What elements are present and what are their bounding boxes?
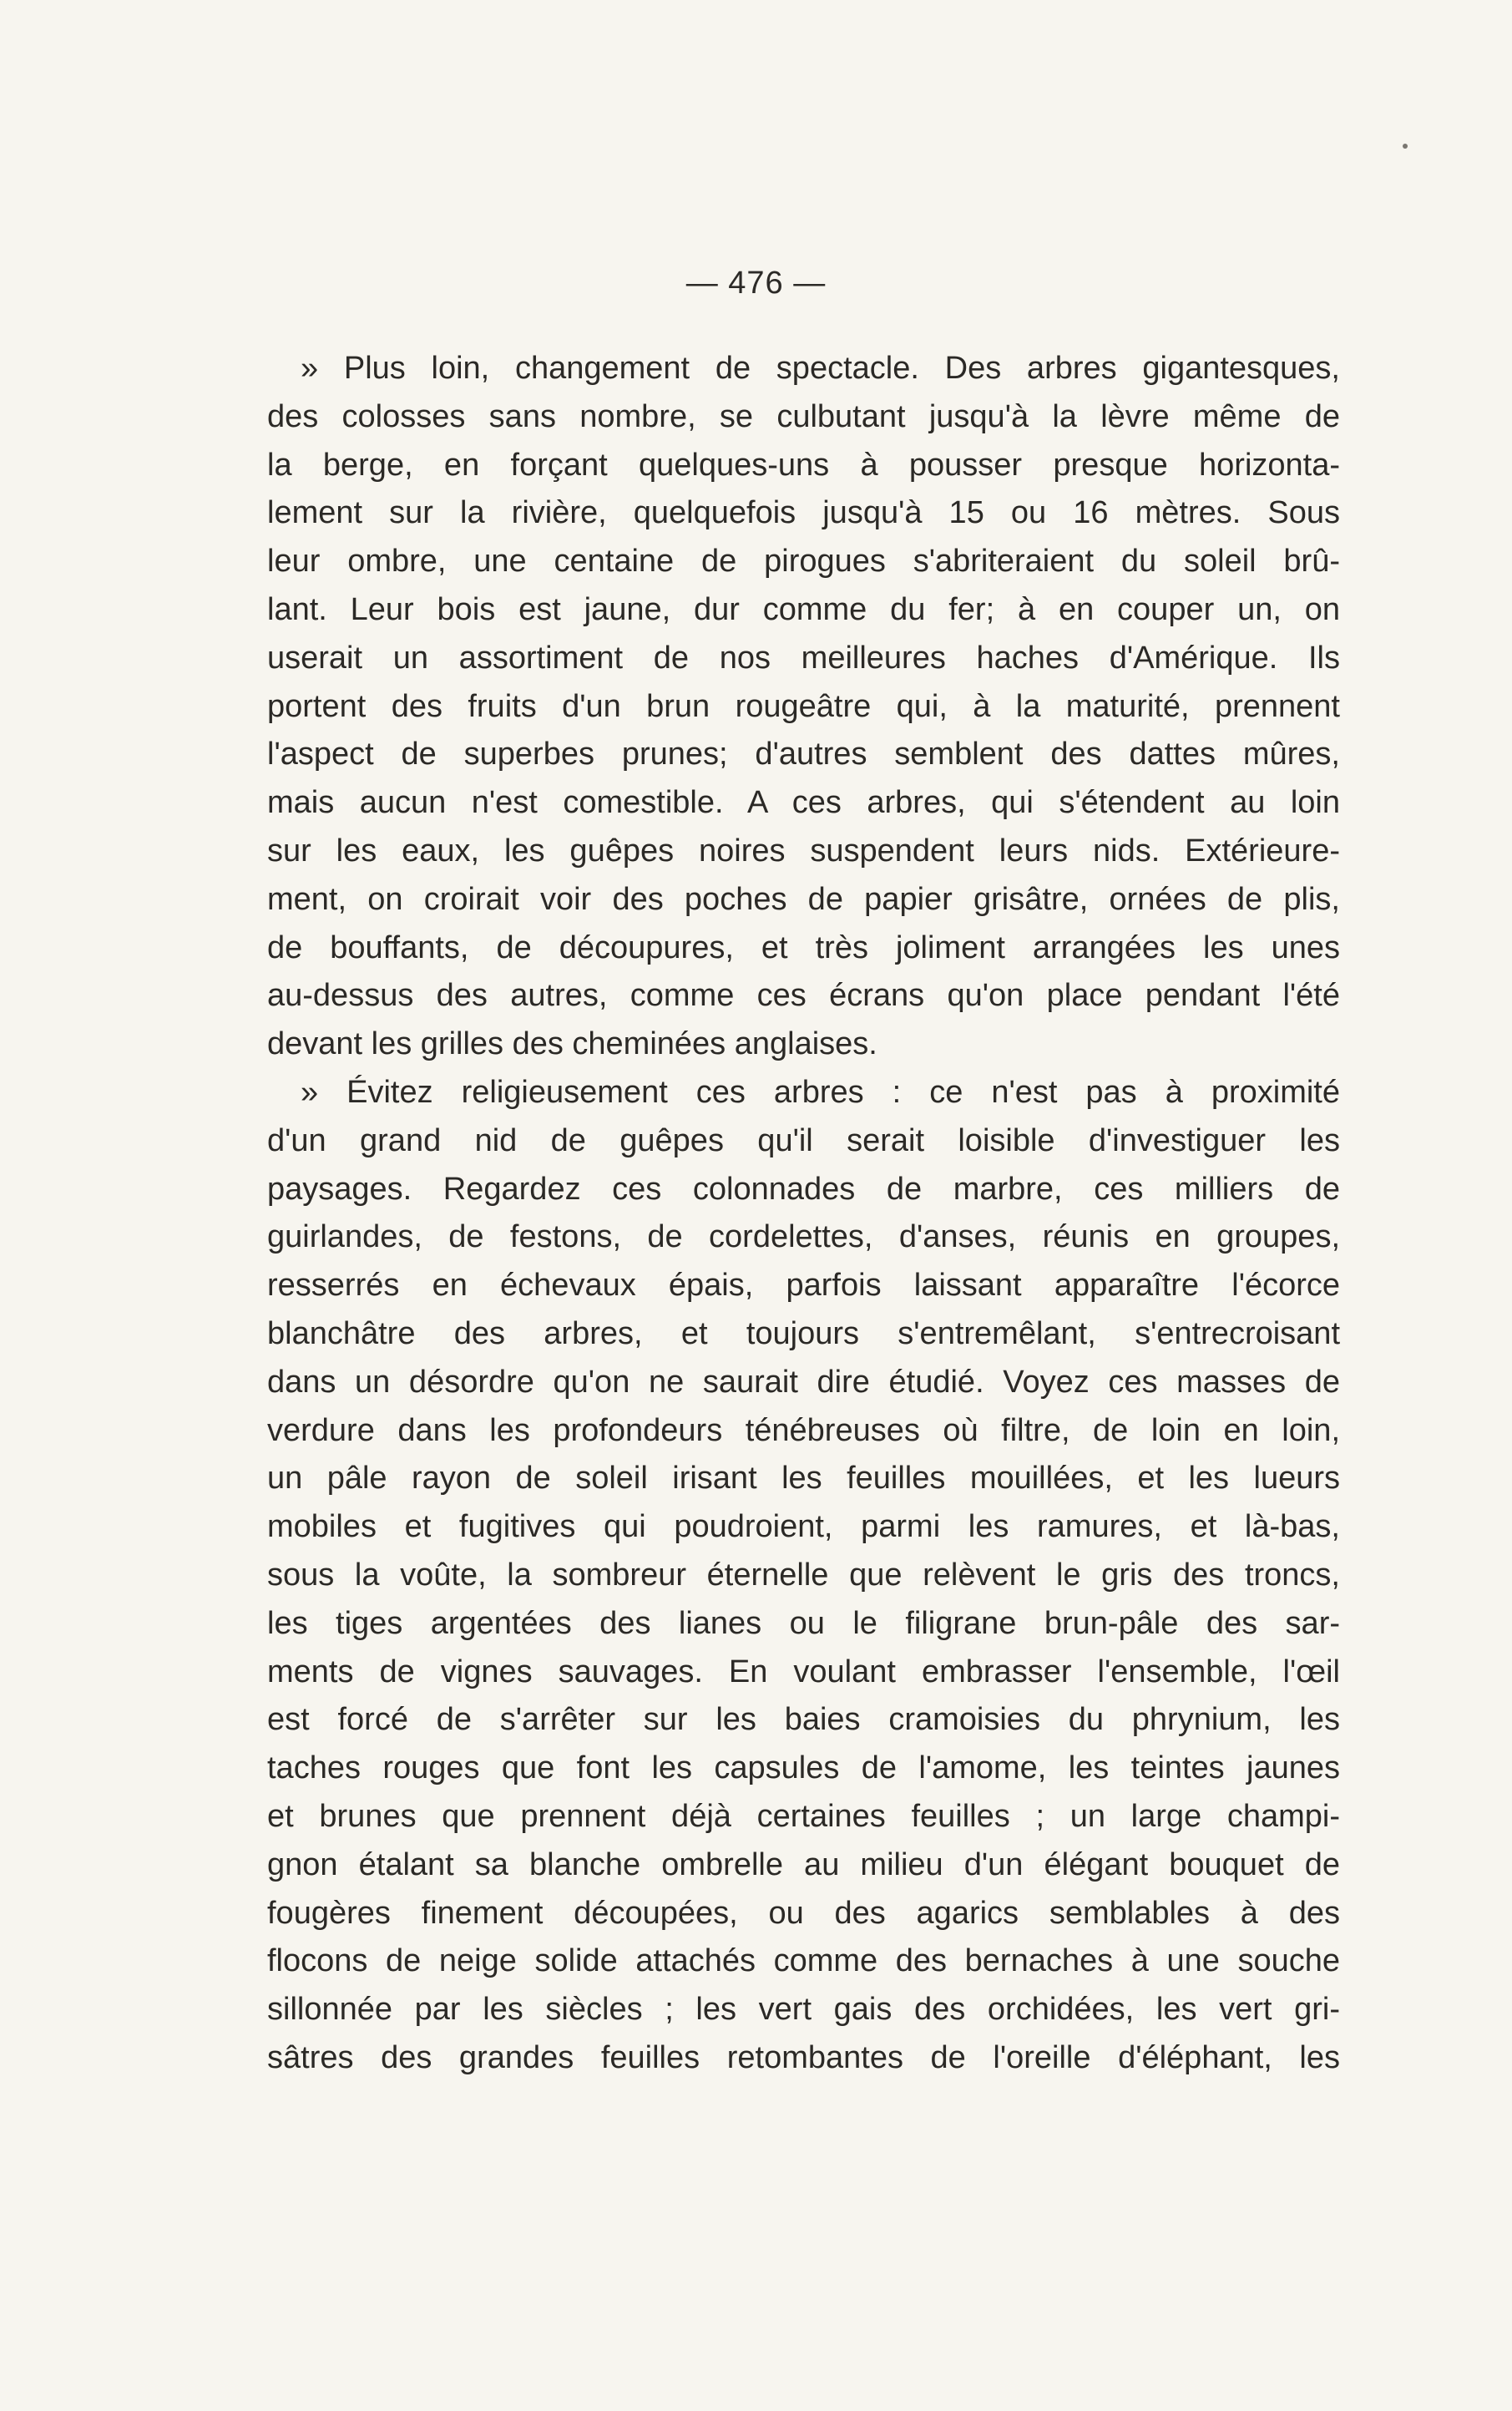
margin-speck (1403, 144, 1408, 149)
page-number: — 476 — (685, 266, 827, 301)
text-line: des colosses sans nombre, se culbutant jusqu'à la lèvre même de (267, 398, 1340, 434)
text-line: lement sur la rivière, quelquefois jusqu'à 15 ou 16 mètres. Sous (267, 495, 1340, 531)
text-line: resserrés en échevaux épais, parfois laissant apparaître l'écorce (267, 1268, 1340, 1304)
text-line: d'un grand nid de guêpes qu'il serait loisible d'investiguer les (267, 1122, 1340, 1158)
text-line: sur les eaux, les guêpes noires suspendent leurs nids. Extérieure- (267, 833, 1340, 869)
text-line: gnon étalant sa blanche ombrelle au milieu d'un élégant bouquet de (267, 1846, 1340, 1882)
body-text (267, 345, 1340, 2083)
text-line: leur ombre, une centaine de pirogues s'abriteraient du soleil brû- (267, 544, 1340, 580)
text-line: est forcé de s'arrêter sur les baies cramoisies du phrynium, les (267, 1702, 1340, 1738)
text-line: sâtres des grandes feuilles retombantes de l'oreille d'éléphant, les (267, 2039, 1340, 2075)
paragraph-1 (267, 345, 1340, 1069)
text-line: flocons de neige solide attachés comme des bernaches à une souche (267, 1943, 1340, 1979)
text-line: verdure dans les profondeurs ténébreuses où filtre, de loin en loin, (267, 1412, 1340, 1448)
text-line: lant. Leur bois est jaune, dur comme du fer; à en couper un, on (267, 591, 1340, 627)
text-line: les tiges argentées des lianes ou le filigrane brun-pâle des sar- (267, 1605, 1340, 1641)
text-line: fougères finement découpées, ou des agarics semblables à des (267, 1895, 1340, 1931)
text-line: » Évitez religieusement ces arbres : ce n'est pas à proximité (301, 1074, 1340, 1110)
text-line: sous la voûte, la sombreur éternelle que relèvent le gris des troncs, (267, 1557, 1340, 1593)
text-line: mobiles et fugitives qui poudroient, parmi les ramures, et là-bas, (267, 1509, 1340, 1545)
text-line: userait un assortiment de nos meilleures haches d'Amérique. Ils (267, 640, 1340, 676)
text-line: mais aucun n'est comestible. A ces arbres, qui s'étendent au loin (267, 785, 1340, 821)
text-line: blanchâtre des arbres, et toujours s'entremêlant, s'entrecroisant (267, 1315, 1340, 1351)
text-line: et brunes que prennent déjà certaines feuilles ; un large champi- (267, 1798, 1340, 1834)
text-line: sillonnée par les siècles ; les vert gais des orchidées, les vert gri- (267, 1992, 1340, 2028)
text-line: ment, on croirait voir des poches de papier grisâtre, ornées de plis, (267, 881, 1340, 917)
paragraph-2 (267, 1069, 1340, 2083)
text-line: paysages. Regardez ces colonnades de marbre, ces milliers de (267, 1171, 1340, 1207)
text-line: la berge, en forçant quelques-uns à pousser presque horizonta- (267, 447, 1340, 483)
text-line: portent des fruits d'un brun rougeâtre qui, à la maturité, prennent (267, 688, 1340, 724)
text-line: un pâle rayon de soleil irisant les feuilles mouillées, et les lueurs (267, 1461, 1340, 1497)
text-line: au-dessus des autres, comme ces écrans qu'on place pendant l'été (267, 978, 1340, 1014)
text-line: dans un désordre qu'on ne saurait dire étudié. Voyez ces masses de (267, 1364, 1340, 1400)
text-line: ments de vignes sauvages. En voulant embrasser l'ensemble, l'œil (267, 1654, 1340, 1689)
text-line: » Plus loin, changement de spectacle. Des arbres gigantesques, (301, 351, 1340, 386)
text-line: taches rouges que font les capsules de l'amome, les teintes jaunes (267, 1750, 1340, 1786)
text-line: devant les grilles des cheminées anglaises. (267, 1026, 877, 1062)
text-line: guirlandes, de festons, de cordelettes, d'anses, réunis en groupes, (267, 1219, 1340, 1255)
text-line: de bouffants, de découpures, et très joliment arrangées les unes (267, 929, 1340, 965)
text-line: l'aspect de superbes prunes; d'autres semblent des dattes mûres, (267, 737, 1340, 772)
